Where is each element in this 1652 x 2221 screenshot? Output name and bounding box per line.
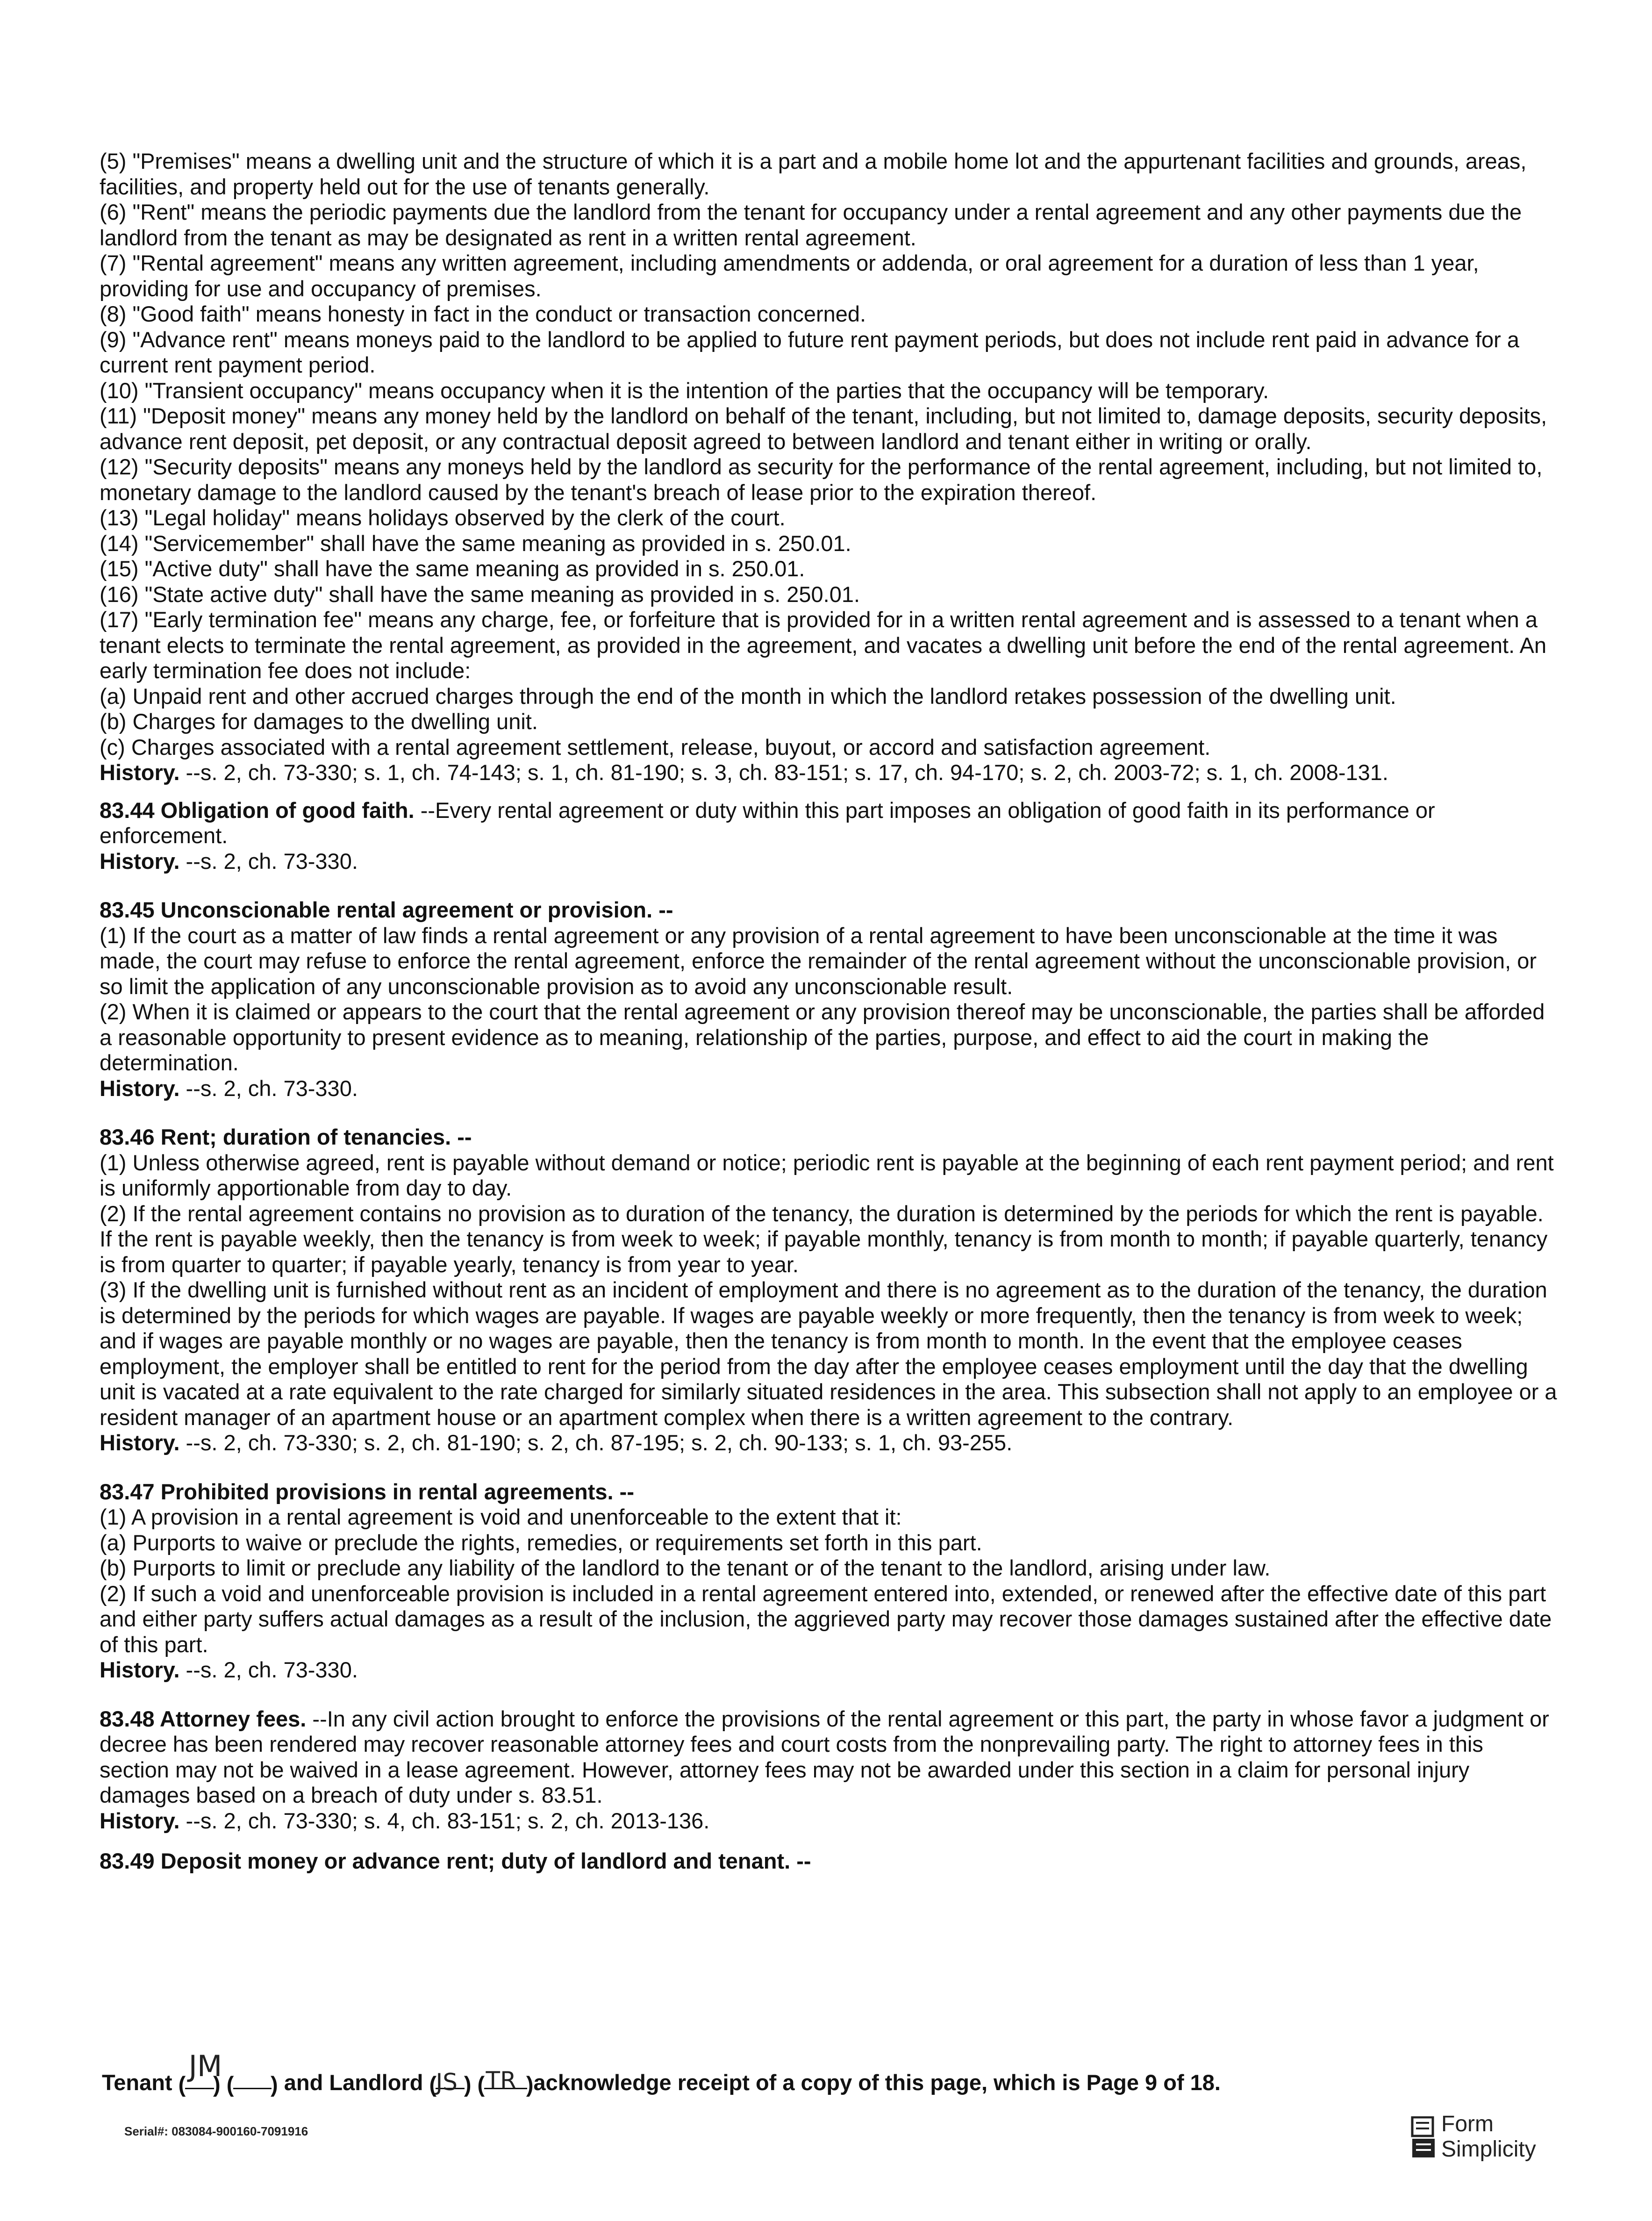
definition-15: (15) "Active duty" shall have the same meaning as provided in s. 250.01. (100, 556, 805, 581)
definition-11: (11) "Deposit money" means any money held by the landlord on behalf of the tenant, including, but not limited to, damage deposits, security deposits, advance rent deposit, pet deposit, or any contractual deposit agreed to between landlord and tenant either in writing or orally. (100, 403, 1547, 454)
history-label: History. (100, 1075, 180, 1101)
history-label: History. (100, 760, 180, 785)
landlord-initials-field-1[interactable] (429, 2069, 471, 2096)
definition-17: (17) "Early termination fee" means any charge, fee, or forfeiture that is provided for in a written rental agreement and is assessed to a tenant when a tenant elects to terminate the rental agreement, as provided in the agreement, and vacates a dwelling unit before the end of the rental agreement. An early termination fee does not include: (100, 607, 1547, 683)
history-text: --s. 2, ch. 73-330; s. 2, ch. 81-190; s. 2, ch. 87-195; s. 2, ch. 90-133; s. 1, ch. 93-255. (179, 1430, 1013, 1455)
section-83-46-history (100, 1430, 1558, 1456)
history-text: --s. 2, ch. 73-330. (179, 1075, 358, 1101)
landlord-label: and Landlord (284, 2070, 423, 2095)
history-label: History. (100, 1657, 180, 1682)
acknowledgement-line (102, 2049, 1221, 2096)
history-text: --s. 2, ch. 73-330. (179, 848, 358, 874)
history-text: --s. 2, ch. 73-330. (179, 1657, 358, 1682)
section-83-44 (100, 798, 1558, 874)
document-stack-icon (1410, 2116, 1438, 2158)
definition-5: (5) "Premises" means a dwelling unit and the structure of which it is a part and a mobile home lot and the appurtenant facilities and grounds, areas, facilities, and property held out for the use of tenants generally. (100, 149, 1527, 199)
section-83-47-history (100, 1657, 1558, 1683)
definition-14: (14) "Servicemember" shall have the same meaning as provided in s. 250.01. (100, 530, 851, 556)
section-83-45-para-1: (1) If the court as a matter of law finds a rental agreement or any provision of a rental agreement to have been unconscionable at the time it was made, the court may refuse to enforce the rental agreement, enforce the remainder of the rental agreement without the unconscionable provision, or so limit the application of any unconscionable provision as to avoid any unconscionable result. (100, 923, 1537, 999)
definition-17c: (c) Charges associated with a rental agreement settlement, release, buyout, or accord and satisfaction agreement. (100, 734, 1211, 759)
section-83-45-heading: 83.45 Unconscionable rental agreement or provision. -- (100, 897, 673, 922)
definition-7: (7) "Rental agreement" means any written agreement, including amendments or addenda, or oral agreement for a duration of less than 1 year, providing for use and occupancy of premises. (100, 251, 1479, 301)
section-83-48-body: --In any civil action brought to enforce the provisions of the rental agreement or this part, the party in whose favor a judgment or decree has been rendered may recover reasonable attorney fees and court costs from the nonprevailing party. The right to attorney fees in this section may not be waived in a lease agreement. However, attorney fees may not be awarded under this section in a claim for personal injury damages based on a breach of duty under s. 83.51. (100, 1706, 1549, 1807)
definition-17a: (a) Unpaid rent and other accrued charges through the end of the month in which the landlord retakes possession of the dwelling unit. (100, 683, 1396, 709)
section-83-49-heading: 83.49 Deposit money or advance rent; duty of landlord and tenant. -- (100, 1848, 811, 1873)
section-83-44-history (100, 849, 1558, 874)
section-83-45-history (100, 1076, 1558, 1102)
serial-number: Serial#: 083084-900160-7091916 (124, 2124, 308, 2138)
definitions-block (100, 149, 1558, 786)
definition-9: (9) "Advance rent" means moneys paid to the landlord to be applied to future rent payment periods, but does not include rent paid in advance for a current rent payment period. (100, 327, 1520, 377)
history-label: History. (100, 1430, 180, 1455)
section-83-46-para-1: (1) Unless otherwise agreed, rent is payable without demand or notice; periodic rent is payable at the beginning of each rent payment period; and rent is uniformly apportionable from day to day. (100, 1150, 1554, 1200)
section-83-47-heading: 83.47 Prohibited provisions in rental agreements. -- (100, 1479, 634, 1504)
history-label: History. (100, 1808, 180, 1833)
history-text: --s. 2, ch. 73-330; s. 4, ch. 83-151; s. 2, ch. 2013-136. (179, 1808, 710, 1833)
section-83-45-para-2: (2) When it is claimed or appears to the court that the rental agreement or any provision thereof may be unconscionable, the parties shall be afforded a reasonable opportunity to present evidence as to meaning, relationship of the parties, purpose, and effect to aid the court in making the determination. (100, 999, 1545, 1075)
section-83-44-text (100, 798, 1558, 849)
brand-line-1: Form (1441, 2112, 1494, 2136)
section-83-49 (100, 1848, 1558, 1874)
section-83-46-para-3: (3) If the dwelling unit is furnished without rent as an incident of employment and there is no agreement as to the duration of the tenancy, the duration is determined by the periods for which wages are payable. If wages are payable weekly or more frequently, then the tenancy is from week to week; and if wages are payable monthly or no wages are payable, then the tenancy is from month to month. In the event that the employee ceases employment, the employer shall be entitled to rent for the period from the day after the employee ceases employment until the day that the dwelling unit is vacated at a rate equivalent to the rate charged for similarly situated residences in the area. This subsection shall not apply to an employee or a resident manager of an apartment house or an apartment complex when there is a written agreement to the contrary. (100, 1277, 1557, 1430)
tenant-initials-handwritten: ( JM (188, 2049, 222, 2083)
section-83-44-body: --Every rental agreement or duty within this part imposes an obligation of good faith in its performance or enforcement. (100, 797, 1435, 848)
section-83-46 (100, 1125, 1558, 1456)
form-simplicity-logo (1410, 2112, 1551, 2168)
tenant-initials-field-2[interactable] (227, 2071, 278, 2090)
document-body (100, 149, 1558, 1874)
section-83-47-para-a: (a) Purports to waive or preclude the rights, remedies, or requirements set forth in this part. (100, 1530, 982, 1555)
tenant-initials-field-1[interactable] (179, 2049, 222, 2090)
section-83-46-heading: 83.46 Rent; duration of tenancies. -- (100, 1125, 472, 1149)
landlord-initials-handwritten-2: ( TR (486, 2067, 516, 2094)
definition-10: (10) "Transient occupancy" means occupancy when it is the intention of the parties that the occupancy will be temporary. (100, 378, 1269, 403)
history-text: --s. 2, ch. 73-330; s. 1, ch. 74-143; s. 1, ch. 81-190; s. 3, ch. 83-151; s. 17, ch. 94-170; s. 2, ch. 2003-72; s. 1, ch. 2008-131. (179, 760, 1388, 785)
section-83-45 (100, 897, 1558, 1101)
definition-12: (12) "Security deposits" means any moneys held by the landlord as security for the performance of the rental agreement, including, but not limited to, monetary damage to the landlord caused by the tenant's breach of lease prior to the expiration thereof. (100, 454, 1543, 505)
acknowledge-text: acknowledge receipt of a copy of this page, which is Page 9 of 18. (533, 2070, 1221, 2095)
page-footer (102, 2046, 1560, 2186)
section-83-47-para-2: (2) If such a void and unenforceable provision is included in a rental agreement entered into, extended, or renewed after the effective date of this part and either party suffers actual damages as a result of the inclusion, the aggrieved party may recover those damages sustained after the effective date of this part. (100, 1581, 1552, 1657)
section-83-47-para-1: (1) A provision in a rental agreement is void and unenforceable to the extent that it: (100, 1505, 902, 1529)
definition-8: (8) "Good faith" means honesty in fact in the conduct or transaction concerned. (100, 301, 866, 326)
definitions-history (100, 760, 1558, 786)
section-83-47 (100, 1479, 1558, 1683)
section-83-48-history (100, 1808, 1558, 1834)
landlord-initials-field-2[interactable] (478, 2067, 534, 2094)
section-83-48-heading: 83.48 Attorney fees. (100, 1706, 307, 1731)
section-83-46-para-2: (2) If the rental agreement contains no provision as to duration of the tenancy, the duration is determined by the periods for which the rent is payable. If the rent is payable weekly, then the tenancy is from week to week; if payable monthly, tenancy is from month to month; if payable quarterly, tenancy is from quarter to quarter; if payable yearly, tenancy is from year to year. (100, 1201, 1548, 1277)
section-83-47-para-b: (b) Purports to limit or preclude any liability of the landlord to the tenant or of the tenant to the landlord, arising under law. (100, 1555, 1271, 1580)
definition-16: (16) "State active duty" shall have the same meaning as provided in s. 250.01. (100, 581, 860, 607)
brand-name (1441, 2112, 1536, 2162)
definition-17b: (b) Charges for damages to the dwelling unit. (100, 709, 538, 734)
definition-6: (6) "Rent" means the periodic payments due the landlord from the tenant for occupancy under a rental agreement and any other payments due the landlord from the tenant as may be designated as rent in a written rental agreement. (100, 200, 1522, 250)
section-83-48 (100, 1706, 1558, 1834)
landlord-initials-handwritten-1: ( JS (436, 2069, 458, 2096)
brand-line-2: Simplicity (1441, 2137, 1536, 2162)
section-83-48-text (100, 1706, 1558, 1808)
tenant-label: Tenant (102, 2070, 172, 2095)
history-label: History. (100, 848, 180, 874)
definition-13: (13) "Legal holiday" means holidays observed by the clerk of the court. (100, 505, 786, 530)
section-83-44-heading: 83.44 Obligation of good faith. (100, 797, 415, 823)
